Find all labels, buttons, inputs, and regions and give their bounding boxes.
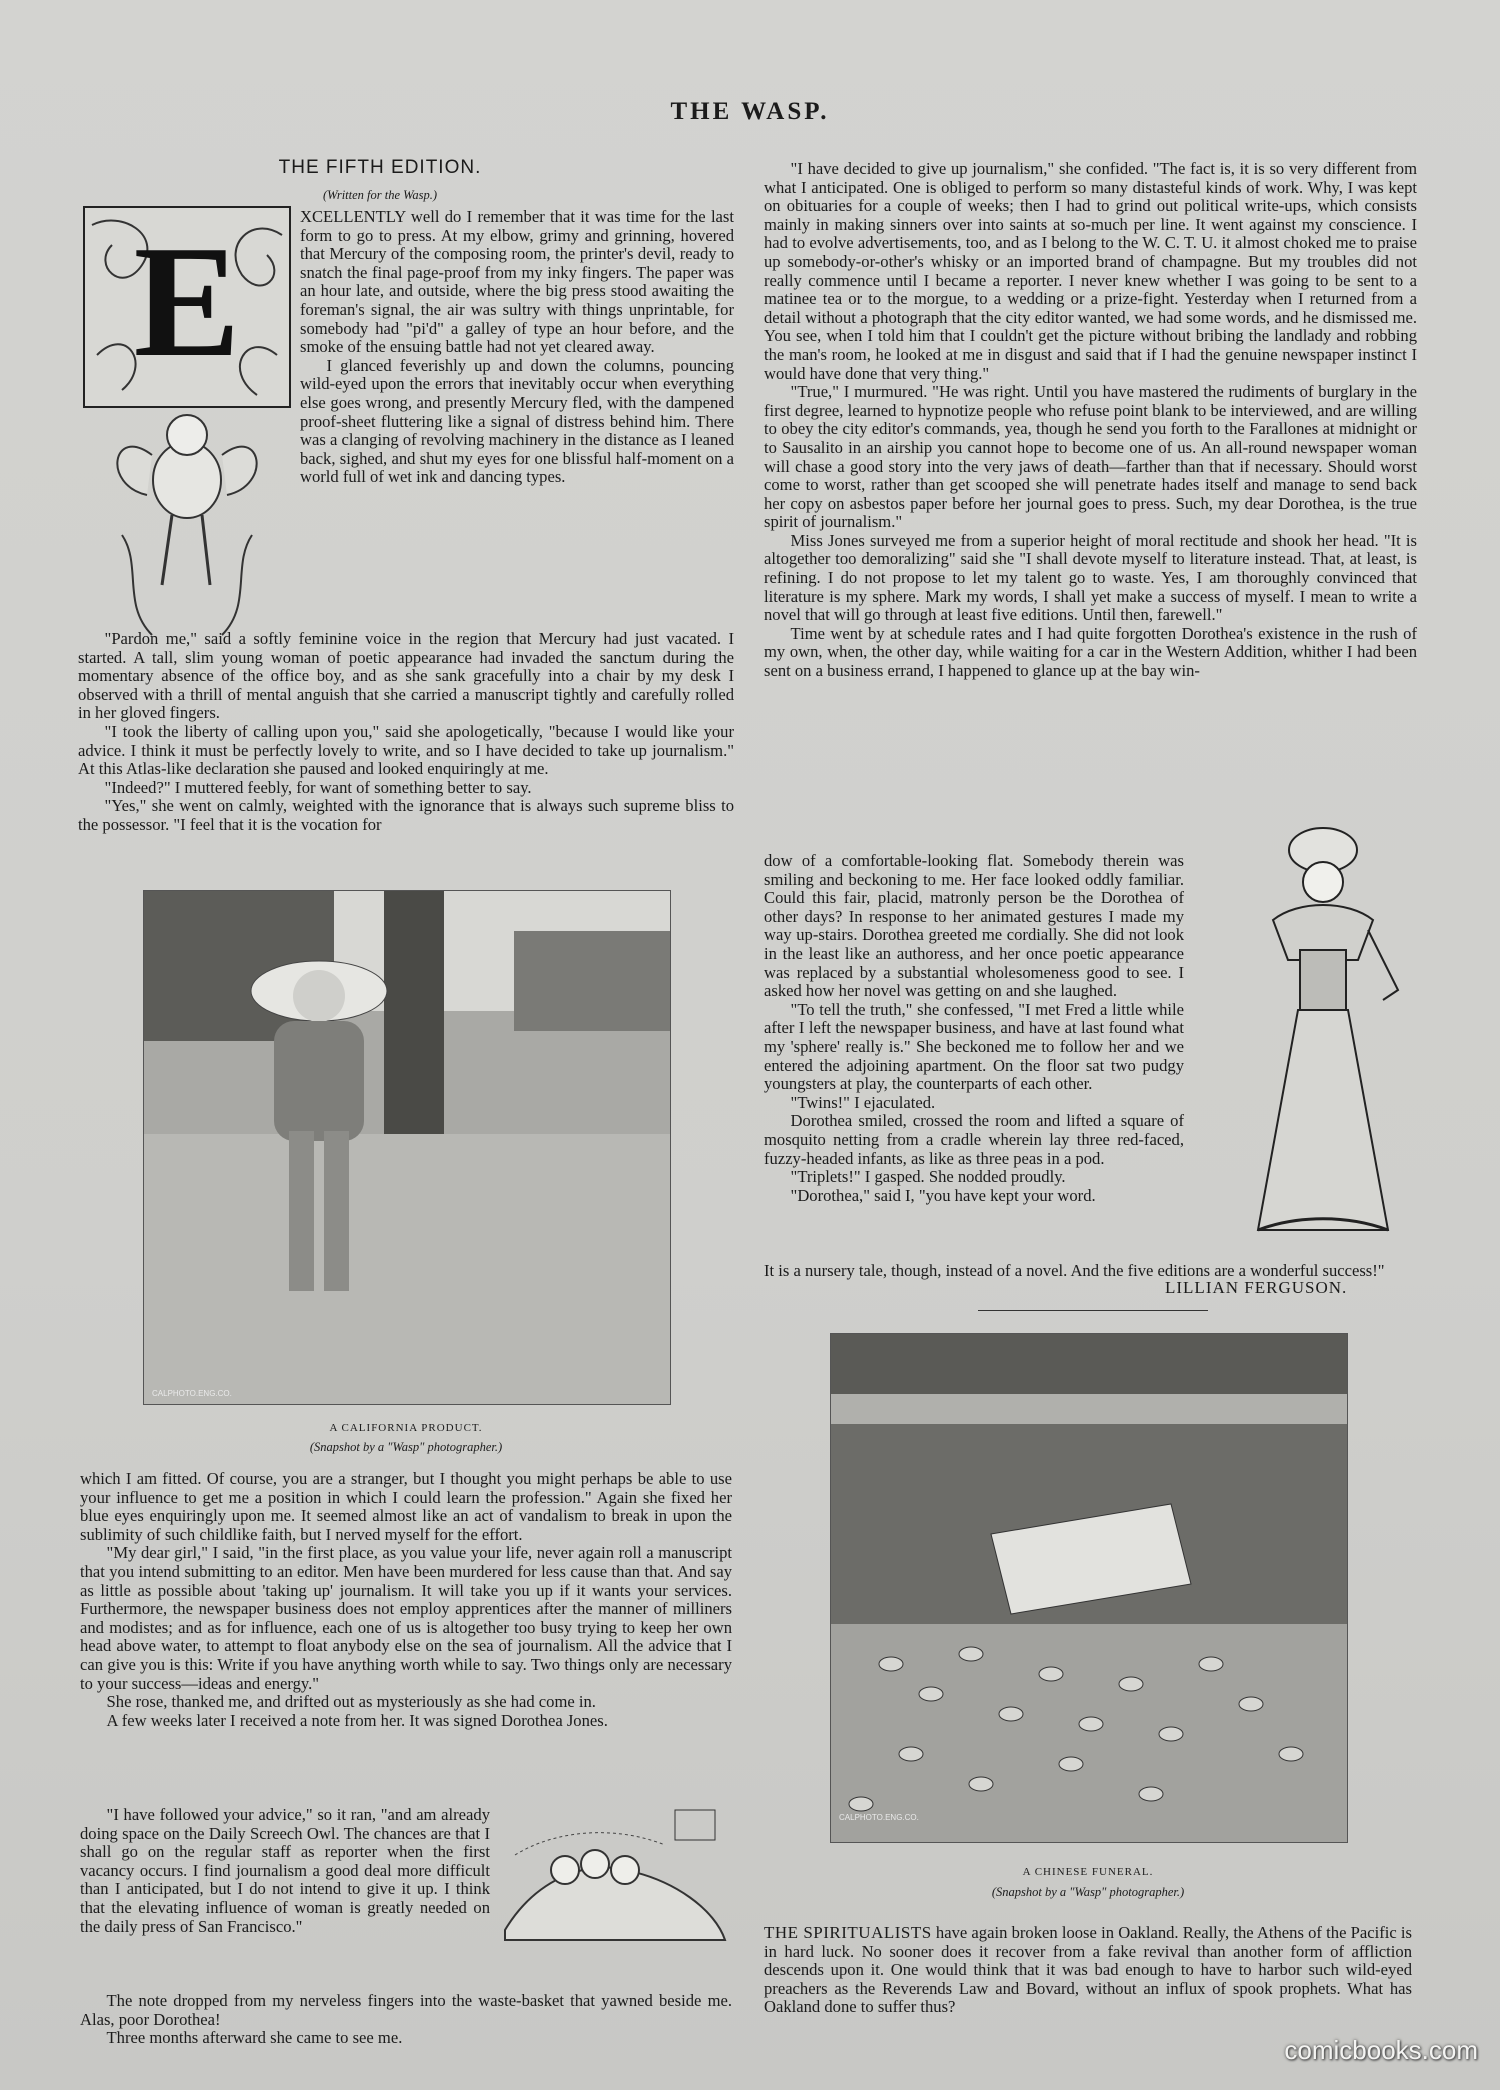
- svg-text:E: E: [133, 212, 241, 390]
- story-col1-letter: [80, 1806, 490, 1936]
- story-paragraph: The note dropped from my nerveless fingers into the waste-basket that yawned beside me. Alas, poor Dorothea!: [80, 1991, 732, 2029]
- story-paragraph: I glanced feverishly up and down the columns, pouncing wild-eyed upon the errors that inevitably occur when everything else goes wrong, and presently Mercury fled, with the dampened proof-sheet fluttering like a signal of distress behind him. There was a clanging of revolving machinery in the distance as I leaned back, sighed, and shut my eyes for one blissful half-moment on a world full of wet ink and dancing types.: [300, 355, 734, 487]
- story-paragraph: "Twins!" I ejaculated.: [790, 1092, 936, 1112]
- photo-california-product: [143, 890, 671, 1405]
- story-col1-end: [80, 1992, 732, 2048]
- photo-watermark: CALPHOTO.ENG.CO.: [839, 1813, 919, 1822]
- author-signature: LILLIAN FERGUSON.: [1165, 1278, 1348, 1297]
- story-col1-bottom: [80, 1470, 732, 1730]
- story-col2-narrow: [764, 852, 1184, 1205]
- story-title: THE FIFTH EDITION.: [278, 157, 482, 178]
- story-col1-wrap-b: [78, 630, 734, 835]
- story-paragraph: "Dorothea," said I, "you have kept your word.: [790, 1185, 1096, 1205]
- story-paragraph: "Triplets!" I gasped. She nodded proudly.: [790, 1167, 1066, 1187]
- triplets-sketch-icon: [495, 1800, 731, 1950]
- story-col2-top: [764, 160, 1417, 681]
- story-paragraph: XCELLENTLY well do I remember that it was time for the last form to go to press. At my elbow, grimy and grinning, hovered that Mercury of the composing room, the printer's devil, ready to snatch the final page-proof from my inky fingers. The paper was an hour late, and outside, where the big press stood awaiting the foreman's signal, the air was sultry with things unprintable, for somebody had "pi'd" a galley of type an hour before, and the smoke of the ensuing battle had not yet cleared away.: [300, 207, 734, 357]
- story-paragraph: A few weeks later I received a note from her. It was signed Dorothea Jones.: [106, 1710, 608, 1730]
- funeral-photo-image: [831, 1334, 1347, 1842]
- spiritualists-item: [764, 1924, 1412, 2017]
- site-watermark: comicbooks.com: [1284, 2035, 1478, 2065]
- story-paragraph: She rose, thanked me, and drifted out as mysteriously as she had come in.: [106, 1692, 596, 1712]
- story-paragraph: "My dear girl," I said, "in the first place, as you value your life, never again roll a manuscript that you intend submitting to an editor. Men have been murdered for less cause than that. And say as little as possible about 'taking up' journalism. It will take you up if it wants your services. Furthermore, the newspaper business does not employ apprentices after the manner of milliners and modistes; and as for influence, each one of us is altogether too busy trying to keep her own head above water, to attempt to float anybody else on the sea of journalism. All the advice that I can give you is this: Write if you have anything worth while to say. Two things only are necessary to your success—ideas and energy.": [80, 1543, 732, 1693]
- story-paragraph: which I am fitted. Of course, you are a stranger, but I thought you might perhaps be able to use your influence to get me a position in which I could learn the profession." Again she fixed her blue eyes enquiringly upon me. It seemed almost like an act of vandalism to break in upon the sublimity of such childlike faith, but I nerved myself for the effort.: [80, 1469, 732, 1544]
- story-subtitle: (Written for the Wasp.): [322, 188, 438, 202]
- photo2-credit: (Snapshot by a "Wasp" photographer.): [991, 1885, 1185, 1899]
- photo-watermark: CALPHOTO.ENG.CO.: [152, 1389, 232, 1398]
- spiritualists-text: have again broken loose in Oakland. Really, the Athens of the Pacific is in hard luck. No sooner does it recover from a fake revival than another form of affliction descends upon it. One would think that it was bad enough to have to harbor such wild-eyed preachers as the Reverends Law and Bovard, without an influx of spook prophets. What has Oakland done to suffer thus?: [764, 1923, 1412, 2017]
- story-paragraph: "Pardon me," said a softly feminine voice in the region that Mercury had just vacated. I started. A tall, slim young woman of poetic appearance had invaded the sanctum during the momentary absence of the office boy, and as she sank gracefully into a chair by my desk I observed with a thrill of mental anguish that she carried a manuscript tightly and carefully rolled in her gloved fingers.: [78, 629, 734, 723]
- child-photo-image: [144, 891, 670, 1404]
- story-paragraph: "I have decided to give up journalism," she confided. "The fact is, it is so very different from what I anticipated. One is obliged to perform so many distasteful kinds of work. Why, I was kept on obituaries for a couple of weeks; then I had to grind out political write-ups, which consists mainly in making sinners over into saints at so-much per line. It went against my conscience. I had to evolve advertisements, too, and as I belong to the W. C. T. U. it almost choked me to praise up somebody-or-other's whisky or an imported brand of champagne. But my troubles did not really commence until I became a reporter. I never knew whether I was going to be sent to a matinee tea or to the morgue, to a wedding or a prize-fight. Yesterday when I returned from a detail without a photograph that the city editor wanted, we had some words, and he dismissed me. You see, when I told him that I couldn't get the picture without bribing the landlady and robbing the man's room, he looked at me in disgust and said that if I had the genuine newspaper instinct I would have done that very thing.": [764, 159, 1417, 383]
- story-col1-wrap-a: [300, 208, 734, 487]
- spiritualists-paragraph: [764, 1924, 1412, 2017]
- story-paragraph: "I have followed your advice," so it ran, "and am already doing space on the Daily Screech Owl. The chances are that I shall go on the regular staff as reporter when the first vacancy occurs. I find journalism a good deal more difficult than I anticipated, but I do not intend to give it up. I think that the elevating influence of woman is greatly needed on the daily press of San Francisco.": [80, 1805, 490, 1936]
- illuminated-initial-e-icon: [82, 205, 292, 645]
- story-paragraph: dow of a comfortable-looking flat. Somebody therein was smiling and beckoning to me. Her face looked oddly familiar. Could this fair, placid, matronly person be the Dorothea of other days? In response to her animated gestures I made my way up-stairs. Dorothea greeted me cordially. She did not look in the least like an authoress, and her once poetic appearance was replaced by a substantial wholesomeness good to see. I asked how her novel was getting on and she laughed.: [764, 851, 1184, 1001]
- story-paragraph: "Yes," she went on calmly, weighted with the ignorance that is always such supreme bliss to the possessor. "I feel that it is the vocation for: [78, 796, 734, 834]
- story-end-rule: [978, 1310, 1208, 1311]
- woman-illustration-icon: [1238, 820, 1408, 1250]
- story-paragraph: Time went by at schedule rates and I had quite forgotten Dorothea's existence in the rush of my own, when, the other day, while waiting for a car in the Western Addition, whither I had been sent on a business errand, I happened to glance up at the bay win-: [764, 623, 1417, 681]
- photo1-credit: (Snapshot by a "Wasp" photographer.): [309, 1440, 503, 1454]
- story-paragraph: "True," I murmured. "He was right. Until you have mastered the rudiments of burglary in the first degree, learned to hypnotize people who refuse point blank to be interviewed, and are willing to obey the city editor's commands, yea, though he send you forth to the Farallones at midnight or to Sausalito in an airship you cannot hope to become one of us. An all-round newspaper woman will chase a good story into the very jaws of death—farther than that if necessary. Should worst come to worst, rather than get scooped she will penetrate hades itself and manage to send back her copy on asbestos paper before her journal goes to press. Such, my dear Dorothea, is the true spirit of journalism.": [764, 382, 1417, 532]
- story-paragraph: "I took the liberty of calling upon you," said she apologetically, "because I would like your advice. I think it must be perfectly lovely to write, and so I have decided to take up journalism." At this Atlas-like declaration she paused and looked enquiringly at me.: [78, 721, 734, 779]
- photo2-caption: A CHINESE FUNERAL.: [1022, 1866, 1154, 1878]
- story-paragraph: "To tell the truth," she confessed, "I met Fred a little while after I left the newspaper business, and have at last found what my 'sphere' really is." She beckoned me to follow her and we entered the adjoining apartment. On the floor sat two pudgy youngsters at play, the counterparts of each other.: [764, 999, 1184, 1094]
- spiritualists-lead: THE SPIRITUALISTS: [764, 1923, 932, 1942]
- story-paragraph: Three months afterward she came to see me.: [106, 2028, 403, 2048]
- photo1-caption: A CALIFORNIA PRODUCT.: [329, 1422, 483, 1434]
- story-paragraph: Dorothea smiled, crossed the room and lifted a square of mosquito netting from a cradle wherein lay three red-faced, fuzzy-headed infants, as like as three peas in a pod.: [764, 1111, 1184, 1168]
- masthead-title: THE WASP.: [670, 98, 830, 125]
- story-paragraph: Miss Jones surveyed me from a superior height of moral rectitude and shook her head. "It is altogether too demoralizing" said she "I shall devote myself to literature instead. That, at least, is refining. I do not propose to let my talent go to waste. Yes, I am thoroughly convinced that literature is my sphere. Mark my words, I shall yet make a success of myself. I mean to write a novel that will go through at least five editions. Until then, farewell.": [764, 530, 1417, 625]
- story-paragraph: It is a nursery tale, though, instead of a novel. And the five editions are a wonderful success!": [764, 1261, 1385, 1280]
- photo-chinese-funeral: [830, 1333, 1348, 1843]
- story-paragraph: "Indeed?" I muttered feebly, for want of something better to say.: [104, 777, 532, 797]
